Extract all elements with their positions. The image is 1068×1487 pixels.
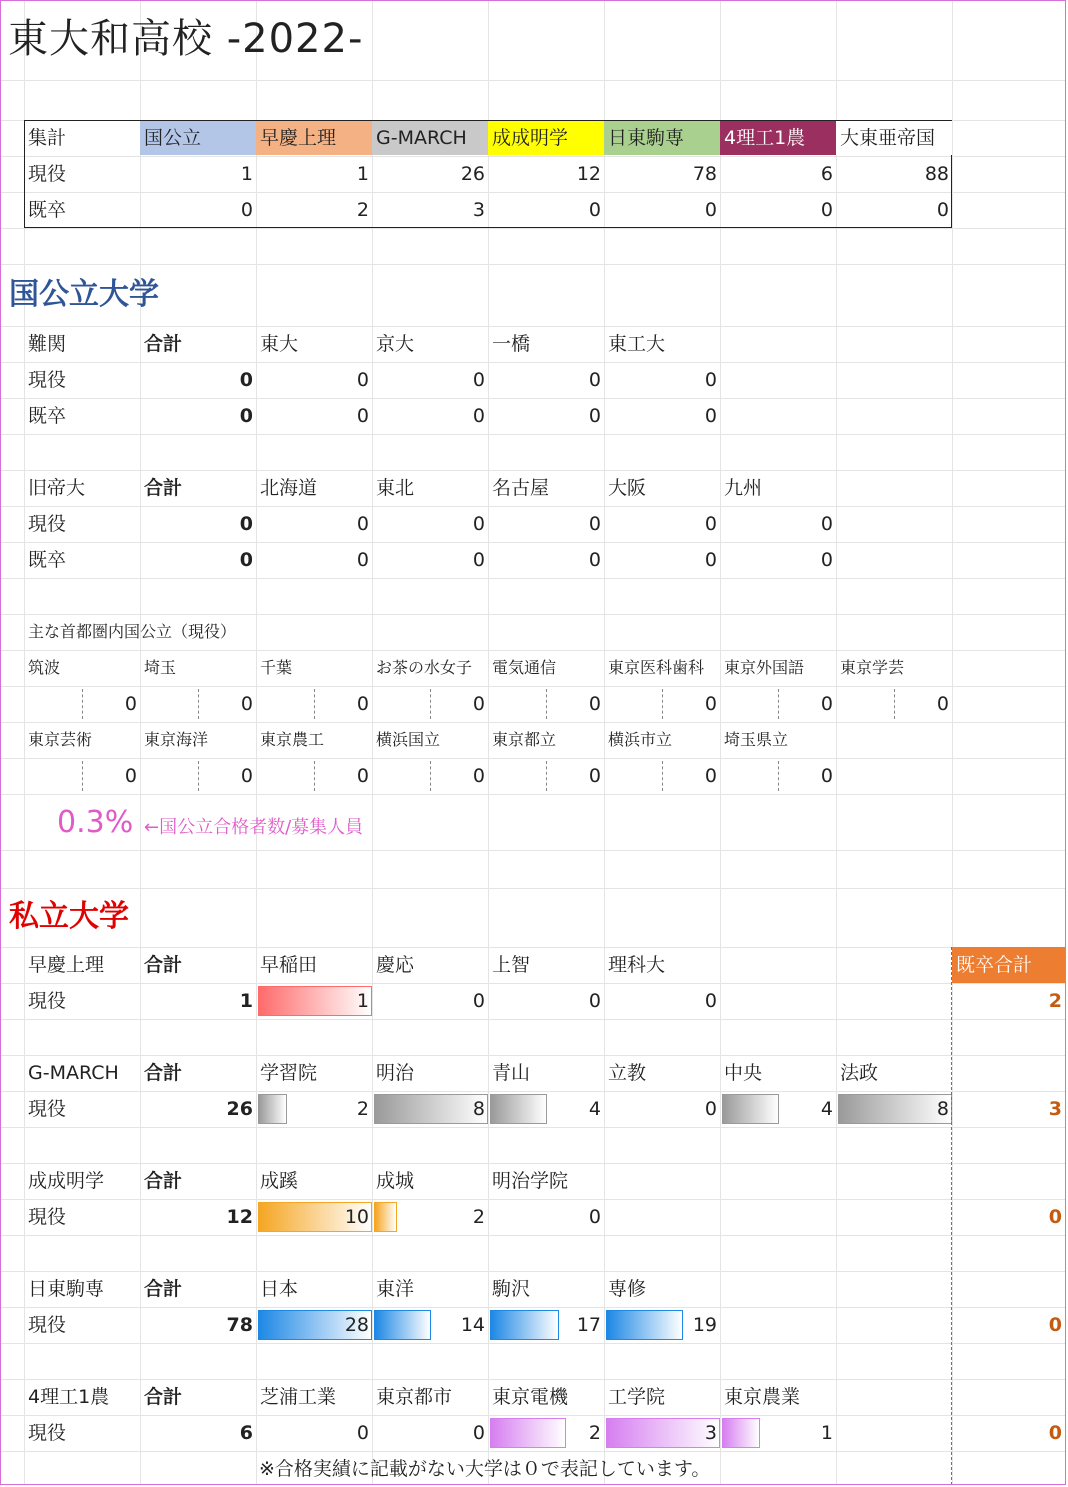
graduate-total-value: 0 <box>1048 1314 1062 1336</box>
group-total: 1 <box>239 990 253 1012</box>
metro-school-value: 0 <box>356 693 369 715</box>
summary-value: 0 <box>820 199 833 221</box>
school-value: 0 <box>472 513 485 535</box>
row-label: 現役 <box>28 1206 67 1228</box>
school-value: 4 <box>820 1098 833 1120</box>
total-header: 合計 <box>144 1062 183 1084</box>
school-value: 3 <box>704 1422 717 1444</box>
total-header: 合計 <box>144 1386 183 1408</box>
metro-school-value: 0 <box>704 693 717 715</box>
row-label: 現役 <box>28 1422 67 1444</box>
category-label: 旧帝大 <box>28 477 86 499</box>
group-total: 26 <box>226 1098 253 1120</box>
row-label: 現役 <box>28 990 67 1012</box>
school-value: 0 <box>472 990 485 1012</box>
summary-corner-label: 集計 <box>28 127 67 149</box>
school-value: 8 <box>472 1098 485 1120</box>
graduate-column-divider <box>951 947 952 1485</box>
school-value: 8 <box>936 1098 949 1120</box>
footnote: ※合格実績に記載がない大学は０で表記しています。 <box>259 1458 711 1480</box>
summary-row-label: 既卒 <box>28 199 67 221</box>
school-value: 0 <box>704 990 717 1012</box>
summary-header-cell: G-MARCH <box>372 121 488 155</box>
page-title: 東大和高校 -2022- <box>8 16 364 62</box>
school-name: 東洋 <box>376 1278 415 1300</box>
metro-school-name: 筑波 <box>28 658 61 677</box>
school-name: 北海道 <box>260 477 318 499</box>
grid-row-line <box>1 434 1065 435</box>
group-label: 成成明学 <box>28 1170 105 1192</box>
school-value: 0 <box>588 549 601 571</box>
school-value: 0 <box>704 513 717 535</box>
summary-header-cell: 4理工1農 <box>720 121 836 155</box>
school-value: 0 <box>472 549 485 571</box>
school-value: 2 <box>472 1206 485 1228</box>
row-total: 0 <box>239 405 253 427</box>
school-value: 0 <box>704 1098 717 1120</box>
school-name: 専修 <box>608 1278 647 1300</box>
metro-school-name: 東京都立 <box>492 730 557 749</box>
school-name: 青山 <box>492 1062 531 1084</box>
metro-school-value: 0 <box>936 693 949 715</box>
summary-value: 0 <box>704 199 717 221</box>
summary-value: 78 <box>692 163 717 185</box>
summary-value: 6 <box>820 163 833 185</box>
group-total: 6 <box>239 1422 253 1444</box>
school-name: 東京都市 <box>376 1386 453 1408</box>
summary-value: 26 <box>460 163 485 185</box>
metro-school-name: お茶の水女子 <box>376 658 473 677</box>
summary-header-cell: 大東亜帝国 <box>836 121 952 155</box>
summary-value: 0 <box>588 199 601 221</box>
school-value: 0 <box>820 513 833 535</box>
school-value: 28 <box>344 1314 369 1336</box>
school-name: 中央 <box>724 1062 763 1084</box>
total-header: 合計 <box>144 477 183 499</box>
school-value: 0 <box>472 369 485 391</box>
total-header: 合計 <box>144 954 183 976</box>
school-name: 名古屋 <box>492 477 550 499</box>
school-name: 理科大 <box>608 954 666 976</box>
group-label: 日東駒専 <box>28 1278 105 1300</box>
group-label: 4理工1農 <box>28 1386 110 1408</box>
school-name: 大阪 <box>608 477 647 499</box>
graduate-total-value: 0 <box>1048 1206 1062 1228</box>
summary-header-cell: 日東駒専 <box>604 121 720 155</box>
metro-school-name: 埼玉 <box>144 658 177 677</box>
school-name: 立教 <box>608 1062 647 1084</box>
metro-school-value: 0 <box>240 693 253 715</box>
row-label: 現役 <box>28 369 67 391</box>
school-value: 0 <box>704 549 717 571</box>
summary-header-cell: 早慶上理 <box>256 121 372 155</box>
national-heading: 国公立大学 <box>9 277 159 312</box>
school-value: 1 <box>356 990 369 1012</box>
row-label: 既卒 <box>28 549 67 571</box>
summary-row-label: 現役 <box>28 163 67 185</box>
grid-row-line <box>1 264 1065 265</box>
metro-school-name: 東京芸術 <box>28 730 93 749</box>
grid-row-line <box>1 1019 1065 1020</box>
metro-school-name: 東京農工 <box>260 730 325 749</box>
school-value: 0 <box>356 513 369 535</box>
school-value: 1 <box>820 1422 833 1444</box>
school-name: 東北 <box>376 477 415 499</box>
school-value: 0 <box>588 405 601 427</box>
national-ratio: 0.3% <box>57 805 134 840</box>
summary-header-cell: 成成明学 <box>488 121 604 155</box>
summary-header-cell: 国公立 <box>140 121 256 155</box>
school-value: 0 <box>588 513 601 535</box>
school-name: 学習院 <box>260 1062 318 1084</box>
summary-value: 0 <box>936 199 949 221</box>
school-name: 京大 <box>376 333 415 355</box>
school-name: 明治 <box>376 1062 415 1084</box>
grid-column-line <box>952 1 953 1484</box>
school-value: 0 <box>588 369 601 391</box>
school-value: 0 <box>472 1422 485 1444</box>
school-value: 2 <box>356 1098 369 1120</box>
grid-row-line <box>1 758 1065 759</box>
school-value: 10 <box>344 1206 369 1228</box>
metro-school-name: 横浜国立 <box>376 730 441 749</box>
summary-value: 1 <box>356 163 369 185</box>
metro-school-name: 千葉 <box>260 658 293 677</box>
school-name: 明治学院 <box>492 1170 569 1192</box>
group-total: 78 <box>226 1314 253 1336</box>
summary-value: 88 <box>924 163 949 185</box>
summary-value: 0 <box>240 199 253 221</box>
grid-row-line <box>1 578 1065 579</box>
metro-school-value: 0 <box>820 693 833 715</box>
grid-row-line <box>1 794 1065 795</box>
school-value: 0 <box>356 369 369 391</box>
graduate-total-value: 0 <box>1048 1422 1062 1444</box>
group-total: 12 <box>226 1206 253 1228</box>
school-value: 17 <box>576 1314 601 1336</box>
school-name: 上智 <box>492 954 531 976</box>
school-value: 2 <box>588 1422 601 1444</box>
group-label: 早慶上理 <box>28 954 105 976</box>
metro-school-name: 東京外国語 <box>724 658 805 677</box>
school-value: 0 <box>588 1206 601 1228</box>
school-value: 0 <box>356 405 369 427</box>
summary-value: 3 <box>472 199 485 221</box>
metro-school-value: 0 <box>124 765 137 787</box>
metro-school-value: 0 <box>588 693 601 715</box>
school-name: 東京電機 <box>492 1386 569 1408</box>
metro-school-name: 電気通信 <box>492 658 557 677</box>
row-label: 現役 <box>28 513 67 535</box>
row-label: 現役 <box>28 1314 67 1336</box>
school-value: 0 <box>472 405 485 427</box>
school-name: 東大 <box>260 333 299 355</box>
school-name: 工学院 <box>608 1386 666 1408</box>
school-name: 法政 <box>840 1062 879 1084</box>
school-value: 0 <box>356 549 369 571</box>
metro-school-name: 東京海洋 <box>144 730 209 749</box>
metro-school-value: 0 <box>472 765 485 787</box>
summary-value: 12 <box>576 163 601 185</box>
metro-school-name: 横浜市立 <box>608 730 673 749</box>
row-total: 0 <box>239 513 253 535</box>
metro-school-value: 0 <box>820 765 833 787</box>
total-header: 合計 <box>144 1170 183 1192</box>
school-name: 東工大 <box>608 333 666 355</box>
grid-row-line <box>1 850 1065 851</box>
school-value: 0 <box>356 1422 369 1444</box>
total-header: 合計 <box>144 333 183 355</box>
grid-row-line <box>1 228 1065 229</box>
metro-school-value: 0 <box>704 765 717 787</box>
summary-value: 1 <box>240 163 253 185</box>
school-name: 日本 <box>260 1278 299 1300</box>
metro-school-name: 東京学芸 <box>840 658 905 677</box>
graduate-total-value: 3 <box>1048 1098 1062 1120</box>
school-name: 早稲田 <box>260 954 318 976</box>
school-value: 4 <box>588 1098 601 1120</box>
grid-row-line <box>1 1235 1065 1236</box>
school-value: 0 <box>704 405 717 427</box>
metro-school-value: 0 <box>588 765 601 787</box>
national-ratio-note: ←国公立合格者数/募集人員 <box>144 817 364 838</box>
school-name: 駒沢 <box>492 1278 531 1300</box>
grid-row-line <box>1 888 1065 889</box>
metro-school-name: 東京医科歯科 <box>608 658 705 677</box>
school-name: 九州 <box>724 477 763 499</box>
graduate-total-header: 既卒合計 <box>952 947 1066 983</box>
grid-row-line <box>1 1127 1065 1128</box>
school-name: 成城 <box>376 1170 415 1192</box>
row-total: 0 <box>239 369 253 391</box>
category-label: 難関 <box>28 333 67 355</box>
metro-school-value: 0 <box>240 765 253 787</box>
metro-school-value: 0 <box>124 693 137 715</box>
school-value: 0 <box>588 990 601 1012</box>
school-name: 芝浦工業 <box>260 1386 337 1408</box>
metro-label: 主な首都圏内国公立（現役） <box>28 622 237 641</box>
metro-school-name: 埼玉県立 <box>724 730 789 749</box>
school-value: 14 <box>460 1314 485 1336</box>
school-name: 成蹊 <box>260 1170 299 1192</box>
school-value: 0 <box>704 369 717 391</box>
row-label: 現役 <box>28 1098 67 1120</box>
school-value: 19 <box>692 1314 717 1336</box>
group-label: G-MARCH <box>28 1062 119 1084</box>
total-header: 合計 <box>144 1278 183 1300</box>
metro-school-value: 0 <box>356 765 369 787</box>
school-name: 一橋 <box>492 333 531 355</box>
school-value: 0 <box>820 549 833 571</box>
graduate-total-value: 2 <box>1048 990 1062 1012</box>
row-label: 既卒 <box>28 405 67 427</box>
school-name: 東京農業 <box>724 1386 801 1408</box>
row-total: 0 <box>239 549 253 571</box>
grid-row-line <box>1 80 1065 81</box>
grid-row-line <box>1 1343 1065 1344</box>
school-name: 慶応 <box>376 954 415 976</box>
summary-value: 2 <box>356 199 369 221</box>
metro-school-value: 0 <box>472 693 485 715</box>
private-heading: 私立大学 <box>9 899 129 934</box>
